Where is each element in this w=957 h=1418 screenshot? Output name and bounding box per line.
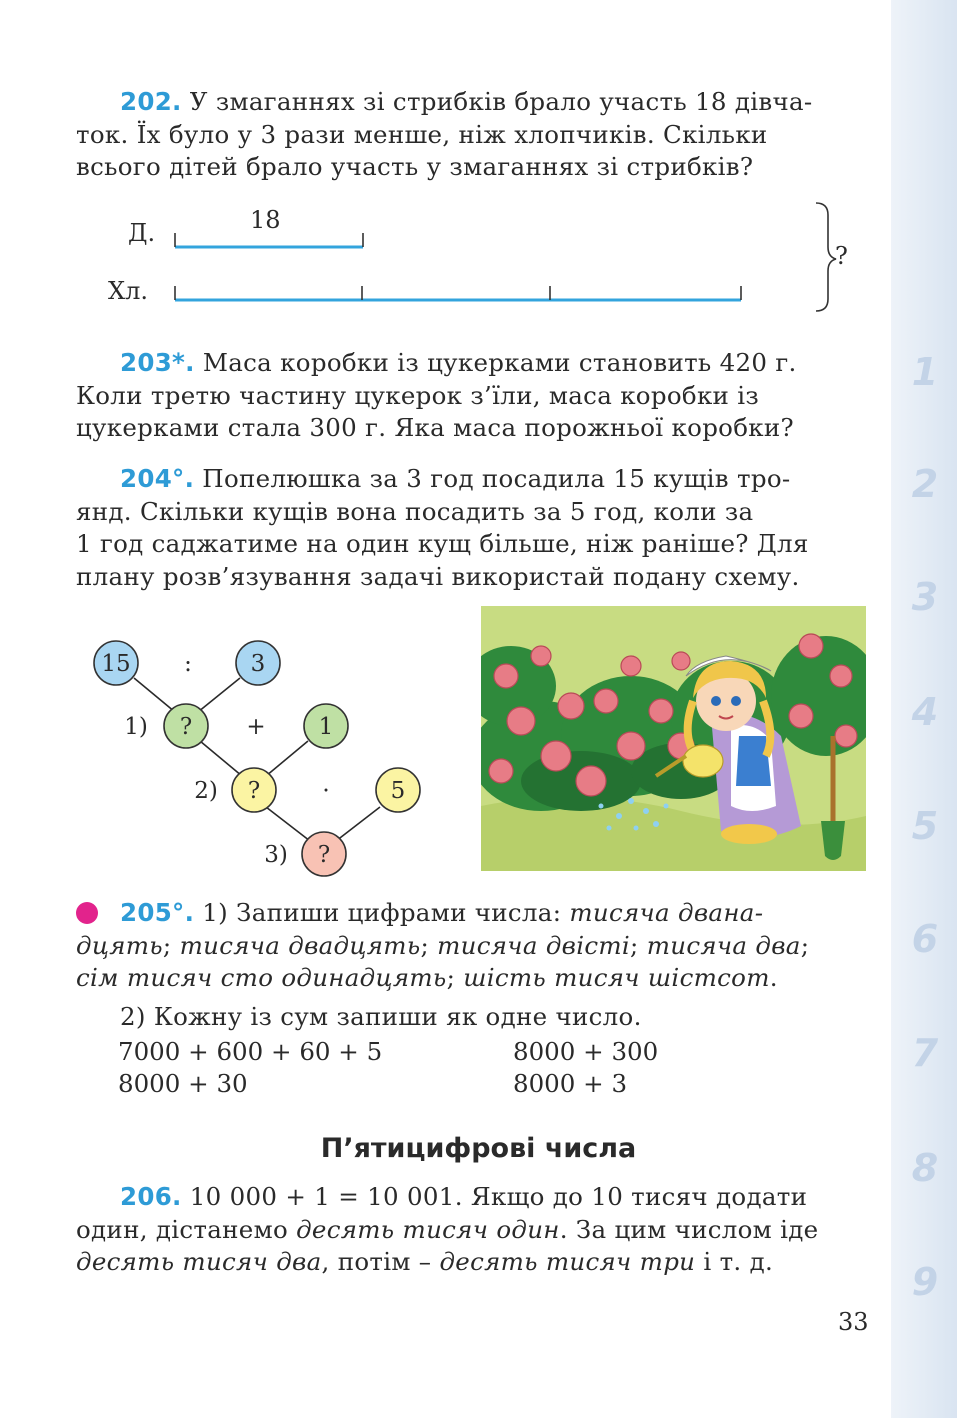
problem-number: 202. (120, 87, 182, 116)
scheme-n15: 15 (101, 651, 131, 677)
scheme-n1: 1 (318, 714, 334, 740)
scheme-step1: 1) (124, 714, 148, 740)
scheme-q2: ? (247, 778, 261, 804)
boys-bar-ticks (175, 286, 741, 300)
sum-4: 8000 + 3 (513, 1069, 628, 1098)
problem-205: 205°. 1) Запиши цифрами числа: тисяча двана- дцять; тисяча двадцять; тисяча двісті; тисяча два; сім тисяч сто одинадцять; шість тисяч шістсот. 2) Кожну із сум запиши як одне число. (76, 898, 810, 1031)
sum-2: 8000 + 300 (513, 1037, 659, 1066)
question-mark: ? (835, 242, 848, 270)
segment-diagram (100, 195, 880, 320)
sum-1: 7000 + 600 + 60 + 5 (118, 1037, 383, 1066)
scheme-div: : (184, 651, 192, 677)
scheme-connectors (134, 678, 380, 841)
chapter-tab-1: 1 (911, 350, 939, 394)
page-number: 33 (838, 1308, 869, 1336)
chapter-tab-6: 6 (911, 917, 939, 961)
boys-label: Хл. (108, 277, 148, 305)
problem-202: 202. У змаганнях зі стрибків брало участь 18 дівча- ток. Їх було у 3 рази менше, ніж хлопчиків. Скільки всього дітей брало участь у змаганнях зі стрибків? (76, 87, 813, 181)
chapter-tab-8: 8 (911, 1146, 939, 1190)
scheme-plus: + (246, 714, 266, 740)
chapter-tab-5: 5 (911, 804, 939, 848)
scheme-step3: 3) (264, 842, 288, 868)
scheme-q1: ? (179, 714, 193, 740)
sum-3: 8000 + 30 (118, 1069, 248, 1098)
section-title: П’ятицифрові числа (320, 1133, 637, 1164)
chapter-tab-3: 3 (911, 575, 939, 619)
chapter-tab-7: 7 (911, 1031, 939, 1075)
scheme-step2: 2) (194, 778, 218, 804)
solution-scheme (80, 630, 470, 880)
scheme-mul: · (322, 778, 330, 804)
problem-203: 203*. Маса коробки із цукерками становить 420 г. Коли третю частину цукерок з’їли, маса коробки із цукерками стала 300 г. Яка маса порожньої коробки? (76, 348, 797, 442)
curly-brace (816, 203, 836, 311)
girls-bar-ticks (175, 233, 363, 247)
chapter-tab-2: 2 (911, 462, 939, 506)
scheme-n5: 5 (390, 778, 406, 804)
girls-value: 18 (250, 206, 281, 234)
problem-number: 204°. (120, 464, 195, 493)
problem-number: 206. (120, 1182, 182, 1211)
chapter-tab-9: 9 (911, 1260, 939, 1304)
problem-206: 206. 10 000 + 1 = 10 001. Якщо до 10 тисяч додати один, дістанемо десять тисяч один. За цим числом іде десять тисяч два, потім – десять тисяч три і т. д. (76, 1182, 819, 1276)
chapter-tab-4: 4 (911, 690, 939, 734)
problem-number: 203*. (120, 348, 195, 377)
cinderella-roses-illustration (481, 606, 866, 871)
scheme-n3: 3 (250, 651, 266, 677)
problem-number: 205°. (120, 898, 195, 927)
girls-label: Д. (128, 219, 156, 247)
problem-204: 204°. Попелюшка за 3 год посадила 15 кущів тро- янд. Скільки кущів вона посадить за 5 год, коли за 1 год саджатиме на один кущ більше, ніж раніше? Для плану розв’язування задачі використай подану схему. (76, 464, 809, 591)
scheme-q3: ? (317, 842, 331, 868)
